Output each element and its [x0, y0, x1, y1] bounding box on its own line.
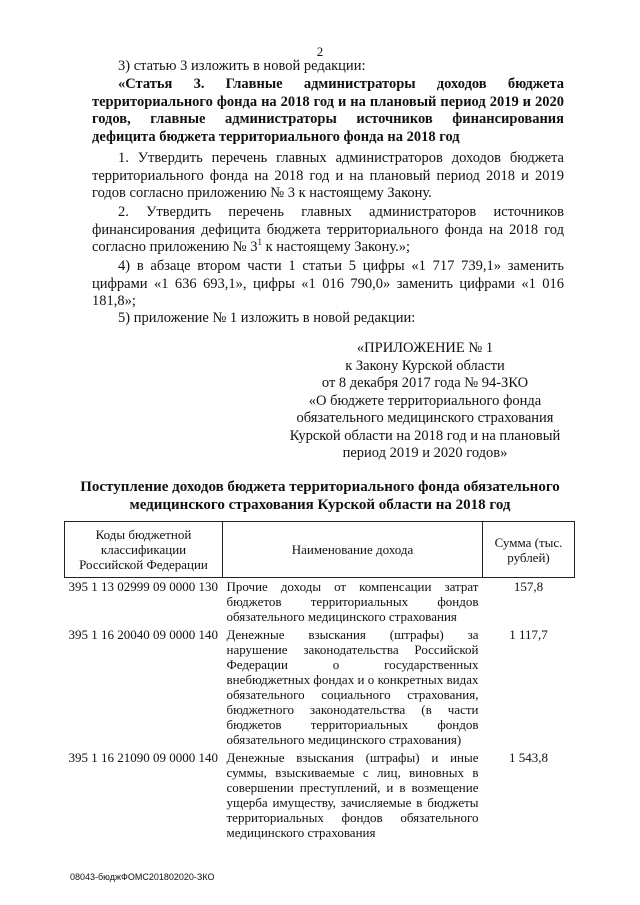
- row-amount: 1 117,7: [509, 627, 548, 642]
- row-code: 395 1 16 20040 09 0000 140: [68, 627, 218, 642]
- row-name: Прочие доходы от компенсации затрат бюджетов территориальных фондов обязательного медицинского страхования: [226, 579, 479, 624]
- paragraph-item2: [92, 204, 564, 257]
- page-number: 2: [316, 44, 324, 59]
- paragraph-article5-change: 4) в абзаце втором части 1 статьи 5 цифры «1 717 739,1» заменить цифрами «1 636 693,1», цифры «1 016 790,0» заменить цифрами «1 016 181,8»;: [92, 258, 564, 309]
- appendix-header: [255, 340, 595, 463]
- row-amount: 1 543,8: [509, 750, 548, 765]
- table-row: [65, 749, 575, 842]
- superscript-one: 1: [257, 237, 262, 248]
- paragraph-item1: 1. Утвердить перечень главных администраторов доходов бюджета территориального фонда на 2018 год и на плановый период 2018 и 2019 годов согласно приложению № 3 к настоящему Закону.: [92, 150, 564, 201]
- document-footer-code: 08043-бюджФОМС201802020-ЗКО: [70, 872, 215, 882]
- row-name: Денежные взыскания (штрафы) за нарушение законодательства Российской Федерации о государственных внебюджетных фондах и о конкретных видах обязательного социального страхования, бюджетного законодательства (в части бюджетов территориальных фондов обязательного медицинского страхования): [226, 627, 479, 747]
- row-name: Денежные взыскания (штрафы) и иные суммы, взыскиваемые с лиц, виновных в совершении преступлений, и в возмещение ущерба имуществу, зачисляемые в бюджеты территориальных фондов обязательного медицинского страхования: [226, 750, 479, 840]
- appendix-law-name-3: Курской области на 2018 год и на плановый: [289, 427, 561, 444]
- appendix-title: «ПРИЛОЖЕНИЕ № 1: [356, 340, 494, 356]
- appendix-law-name-1: «О бюджете территориального фонда: [308, 392, 542, 409]
- header-amount: Сумма (тыс. рублей): [483, 522, 575, 578]
- paragraph-item2-tail: к настоящему Закону.»;: [261, 239, 411, 255]
- row-amount: 157,8: [513, 579, 544, 594]
- appendix-law-name-2: обязательного медицинского страхования: [296, 410, 554, 426]
- appendix-law-name-4: период 2019 и 2020 годов»: [342, 445, 508, 461]
- table-row: [65, 578, 575, 627]
- revenue-table: [64, 521, 575, 842]
- row-code: 395 1 16 21090 09 0000 140: [68, 750, 218, 765]
- table-row: [65, 626, 575, 749]
- appendix-date: от 8 декабря 2017 года № 94-ЗКО: [321, 375, 529, 391]
- table-header-row: [65, 522, 575, 578]
- row-code: 395 1 13 02999 09 0000 130: [68, 579, 218, 594]
- paragraph-article3-intro: 3) статью 3 изложить в новой редакции:: [118, 58, 366, 74]
- paragraph-appendix-intro: 5) приложение № 1 изложить в новой редакции:: [118, 310, 416, 326]
- paragraph-article3-title: «Статья 3. Главные администраторы доходов бюджета территориального фонда на 2018 год и на плановый период 2019 и 2020 годов, главные администраторы источников финансирования дефицита бюджета территориального фонда на 2018 год: [92, 76, 564, 145]
- appendix-law-ref: к Закону Курской области: [345, 357, 505, 374]
- header-name: Наименование дохода: [223, 522, 483, 578]
- header-code: Коды бюджетной классификации Российской Федерации: [65, 522, 223, 578]
- table-title: Поступление доходов бюджета территориального фонда обязательного медицинского страхования Курской области на 2018 год: [80, 479, 560, 513]
- paragraph-item2-text: 2. Утвердить перечень главных администраторов источников финансирования дефицита бюджета территориального фонда на 2018 год согласно приложению № 3: [92, 204, 564, 255]
